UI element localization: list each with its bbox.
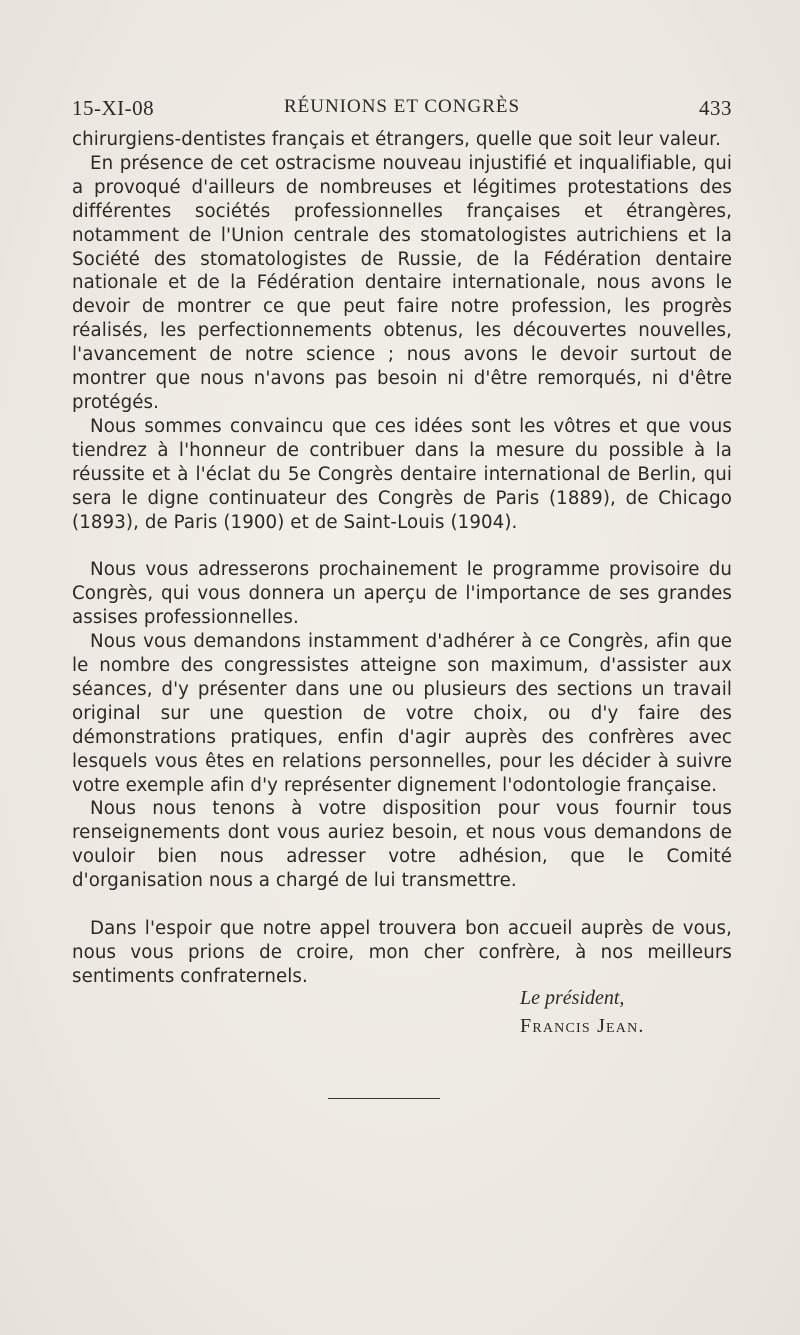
body-text — [72, 128, 732, 989]
running-head — [72, 96, 732, 124]
paragraph-congress-berlin: Nous sommes convaincu que ces idées sont les vôtres et que vous tiendrez à l'honneur de contribuer dans la mesure du possible à la réussite et à l'éclat du 5e Congrès dentaire international de Berlin, qui sera le digne continuateur des Congrès de Paris (1889), de Chicago (1893), de Paris (1900) et de Saint-Louis (1904). — [72, 415, 732, 533]
paragraph-adhesion-request: Nous vous demandons instamment d'adhérer à ce Congrès, afin que le nombre des congressistes atteigne son maximum, d'assister aux séances, d'y présenter dans une ou plusieurs des sections un travail original sur une question de votre choix, ou d'y faire des démonstrations pratiques, enfin d'agir auprès des confrères avec lesquels vous êtes en relations personnelles, pour les décider à suivre votre exemple afin d'y représenter dignement l'odontologie française. — [72, 631, 732, 796]
issue-date: 15-XI-08 — [72, 96, 155, 120]
paragraph-closing: Dans l'espoir que notre appel trouvera bon accueil auprès de vous, nous vous prions de croire, mon cher confrère, à nos meilleurs sentiments confraternels. — [72, 918, 732, 987]
paragraph-disposition: Nous nous tenons à votre disposition pour vous fournir tous renseignements dont vous auriez besoin, et nous vous demandons de vouloir bien nous adresser votre adhésion, que le Comité d'organisation nous a chargé de lui transmettre. — [72, 798, 732, 892]
page-number: 433 — [699, 96, 732, 120]
paragraph-continuation: chirurgiens-dentistes français et étrangers, quelle que soit leur valeur. — [72, 129, 721, 150]
signatory-name: Francis Jean. — [520, 1015, 645, 1037]
paragraph-ostracism: En présence de cet ostracisme nouveau injustifié et inqualifiable, qui a provoqué d'ailleurs de nombreuses et légitimes protestations des différentes sociétés professionnelles françaises et étrangères, notamment de l'Union centrale des stomatologistes autrichiens et la Société des stomatologistes de Russie, de la Fédération dentaire nationale et de la Fédération dentaire internationale, nous avons le devoir de montrer ce que peut faire notre profession, les progrès réalisés, les perfectionnements obtenus, les découvertes nouvelles, l'avancement de notre science ; nous avons le devoir surtout de montrer que nous n'avons pas besoin ni d'être remorqués, ni d'être protégés. — [72, 152, 732, 413]
section-title: RÉUNIONS ET CONGRÈS — [283, 96, 521, 117]
signatory-role: Le président, — [520, 987, 625, 1009]
signature-block — [520, 985, 645, 1039]
paragraph-programme: Nous vous adresserons prochainement le programme provisoire du Congrès, qui vous donnera un aperçu de l'importance de ses grandes assises professionnelles. — [72, 559, 732, 629]
closing-rule — [328, 1098, 440, 1099]
